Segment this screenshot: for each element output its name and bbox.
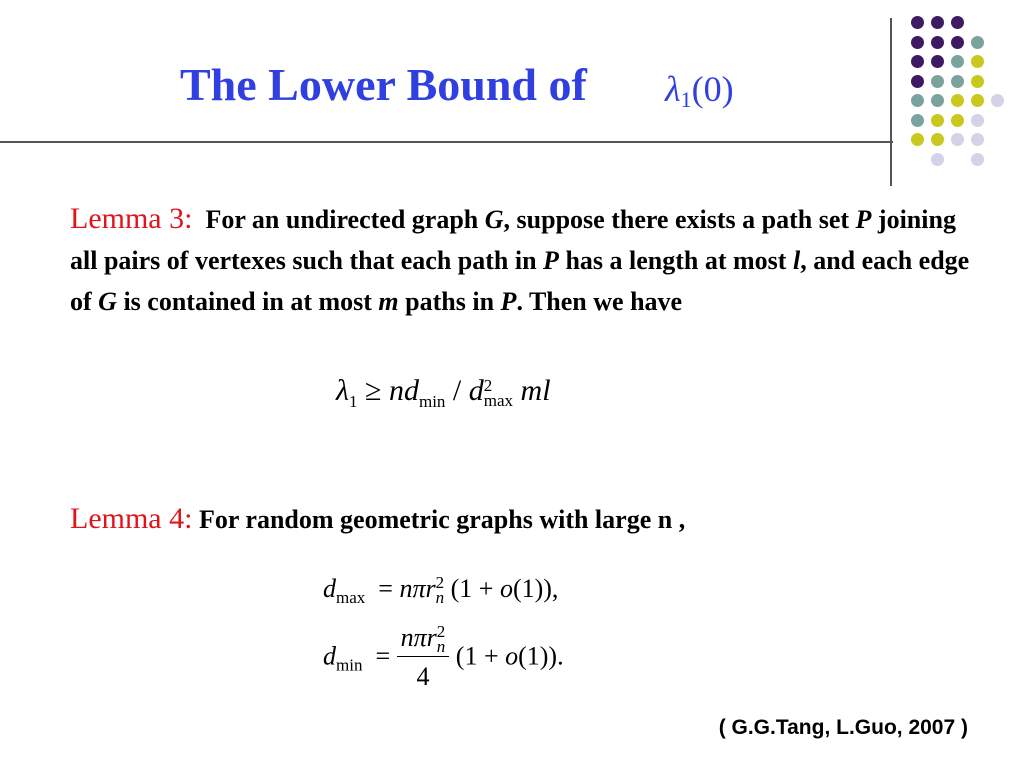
eq2-fraction [397, 620, 450, 697]
formula-d: d [403, 374, 419, 407]
dot [931, 114, 944, 127]
var-G: G [98, 287, 117, 316]
lemma3-label: Lemma 3: [70, 202, 193, 235]
dot [931, 36, 944, 49]
formula-lambda-sub: 1 [349, 392, 358, 411]
dot [911, 16, 924, 29]
eq2-sub: min [336, 655, 363, 675]
dot [951, 114, 964, 127]
eq2-r: r [426, 623, 437, 652]
dot [931, 16, 944, 29]
eq2-denominator: 4 [416, 662, 430, 691]
var-m: m [378, 287, 399, 316]
lemma4-text: For random geometric graphs with large n , [198, 505, 686, 534]
formula-min: min [418, 392, 446, 411]
dot [991, 94, 1004, 107]
dot [911, 94, 924, 107]
citation: ( G.G.Tang, L.Guo, 2007 ) [718, 716, 968, 739]
dot [951, 75, 964, 88]
var-G: G [484, 205, 504, 234]
eq2-equals: = [375, 641, 391, 671]
var-P: P [855, 205, 872, 234]
title-lambda-argument: (0) [691, 69, 734, 109]
dot [931, 153, 944, 166]
eq1-tail: (1)), [512, 574, 559, 603]
formula-d2: d [468, 374, 484, 407]
title-underline-rule [0, 141, 893, 143]
dot [931, 133, 944, 146]
dot [971, 55, 984, 68]
dot [951, 36, 964, 49]
title-lambda-subscript: 1 [680, 87, 692, 112]
dot [951, 94, 964, 107]
eq2-d: d [323, 641, 336, 671]
eq1-rest: (1 + [450, 574, 500, 603]
lemma3-text: joining all pairs of vertexes such that each path in [70, 205, 956, 275]
title-lambda-symbol: λ [665, 69, 681, 109]
lemma3-formula [336, 374, 551, 412]
dot [931, 94, 944, 107]
formula-lambda: λ [336, 374, 349, 407]
eq1-d: d [323, 574, 336, 603]
eq2-tail: (1)). [518, 641, 564, 671]
formula-ml: ml [520, 374, 551, 407]
dot [971, 75, 984, 88]
dot [911, 114, 924, 127]
dot [951, 55, 964, 68]
vertical-accent-rule [890, 18, 892, 186]
slide-title: The Lower Bound of [180, 59, 587, 110]
eq2-r-sub: n [436, 637, 446, 656]
dot [911, 133, 924, 146]
dot [951, 16, 964, 29]
lemma3-text: paths in [398, 287, 501, 316]
var-P: P [543, 246, 559, 275]
dot [971, 36, 984, 49]
lemma3-text: , and each edge of [70, 246, 970, 316]
lemma3-text: has a length at most [558, 246, 793, 275]
formula-n: n [388, 374, 404, 407]
title-math-lambda [665, 68, 734, 113]
dot [911, 36, 924, 49]
dot [971, 94, 984, 107]
lemma3-text: For an undirected graph [205, 205, 485, 234]
dot [971, 114, 984, 127]
lemma4-label: Lemma 4: [70, 502, 193, 535]
eq1-r-sub: n [435, 588, 445, 607]
eq1-equals: = [378, 574, 393, 603]
dot [971, 153, 984, 166]
lemma3-text: is contained in at most [116, 287, 379, 316]
formula-sup2: 2 [483, 376, 493, 395]
dot [911, 75, 924, 88]
eq1-r-sup: 2 [435, 573, 445, 592]
dot [931, 75, 944, 88]
lemma4-eq2 [323, 620, 564, 697]
eq2-r-sup: 2 [436, 622, 446, 641]
eq2-rest: (1 + [455, 641, 506, 671]
lemma4-eq1 [323, 574, 558, 608]
dot [971, 133, 984, 146]
eq1-n-pi: nπ [399, 574, 426, 603]
lemma4-paragraph [70, 498, 970, 540]
var-P: P [500, 287, 517, 316]
eq1-o: o [499, 574, 513, 603]
formula-slash: / [452, 374, 462, 407]
lemma3-paragraph [70, 198, 970, 322]
dot [911, 55, 924, 68]
dot [931, 55, 944, 68]
lemma3-text: . Then we have [516, 287, 683, 316]
eq1-sub: max [336, 588, 366, 608]
eq2-numerator [397, 620, 450, 657]
lemma3-text: , suppose there exists a path set [503, 205, 856, 234]
formula-max: max [483, 391, 514, 410]
eq2-o: o [505, 641, 519, 671]
eq1-r: r [425, 574, 436, 603]
formula-geq: ≥ [365, 374, 382, 407]
eq2-n-pi: nπ [400, 623, 427, 652]
var-l: l [792, 246, 801, 275]
dot [951, 133, 964, 146]
